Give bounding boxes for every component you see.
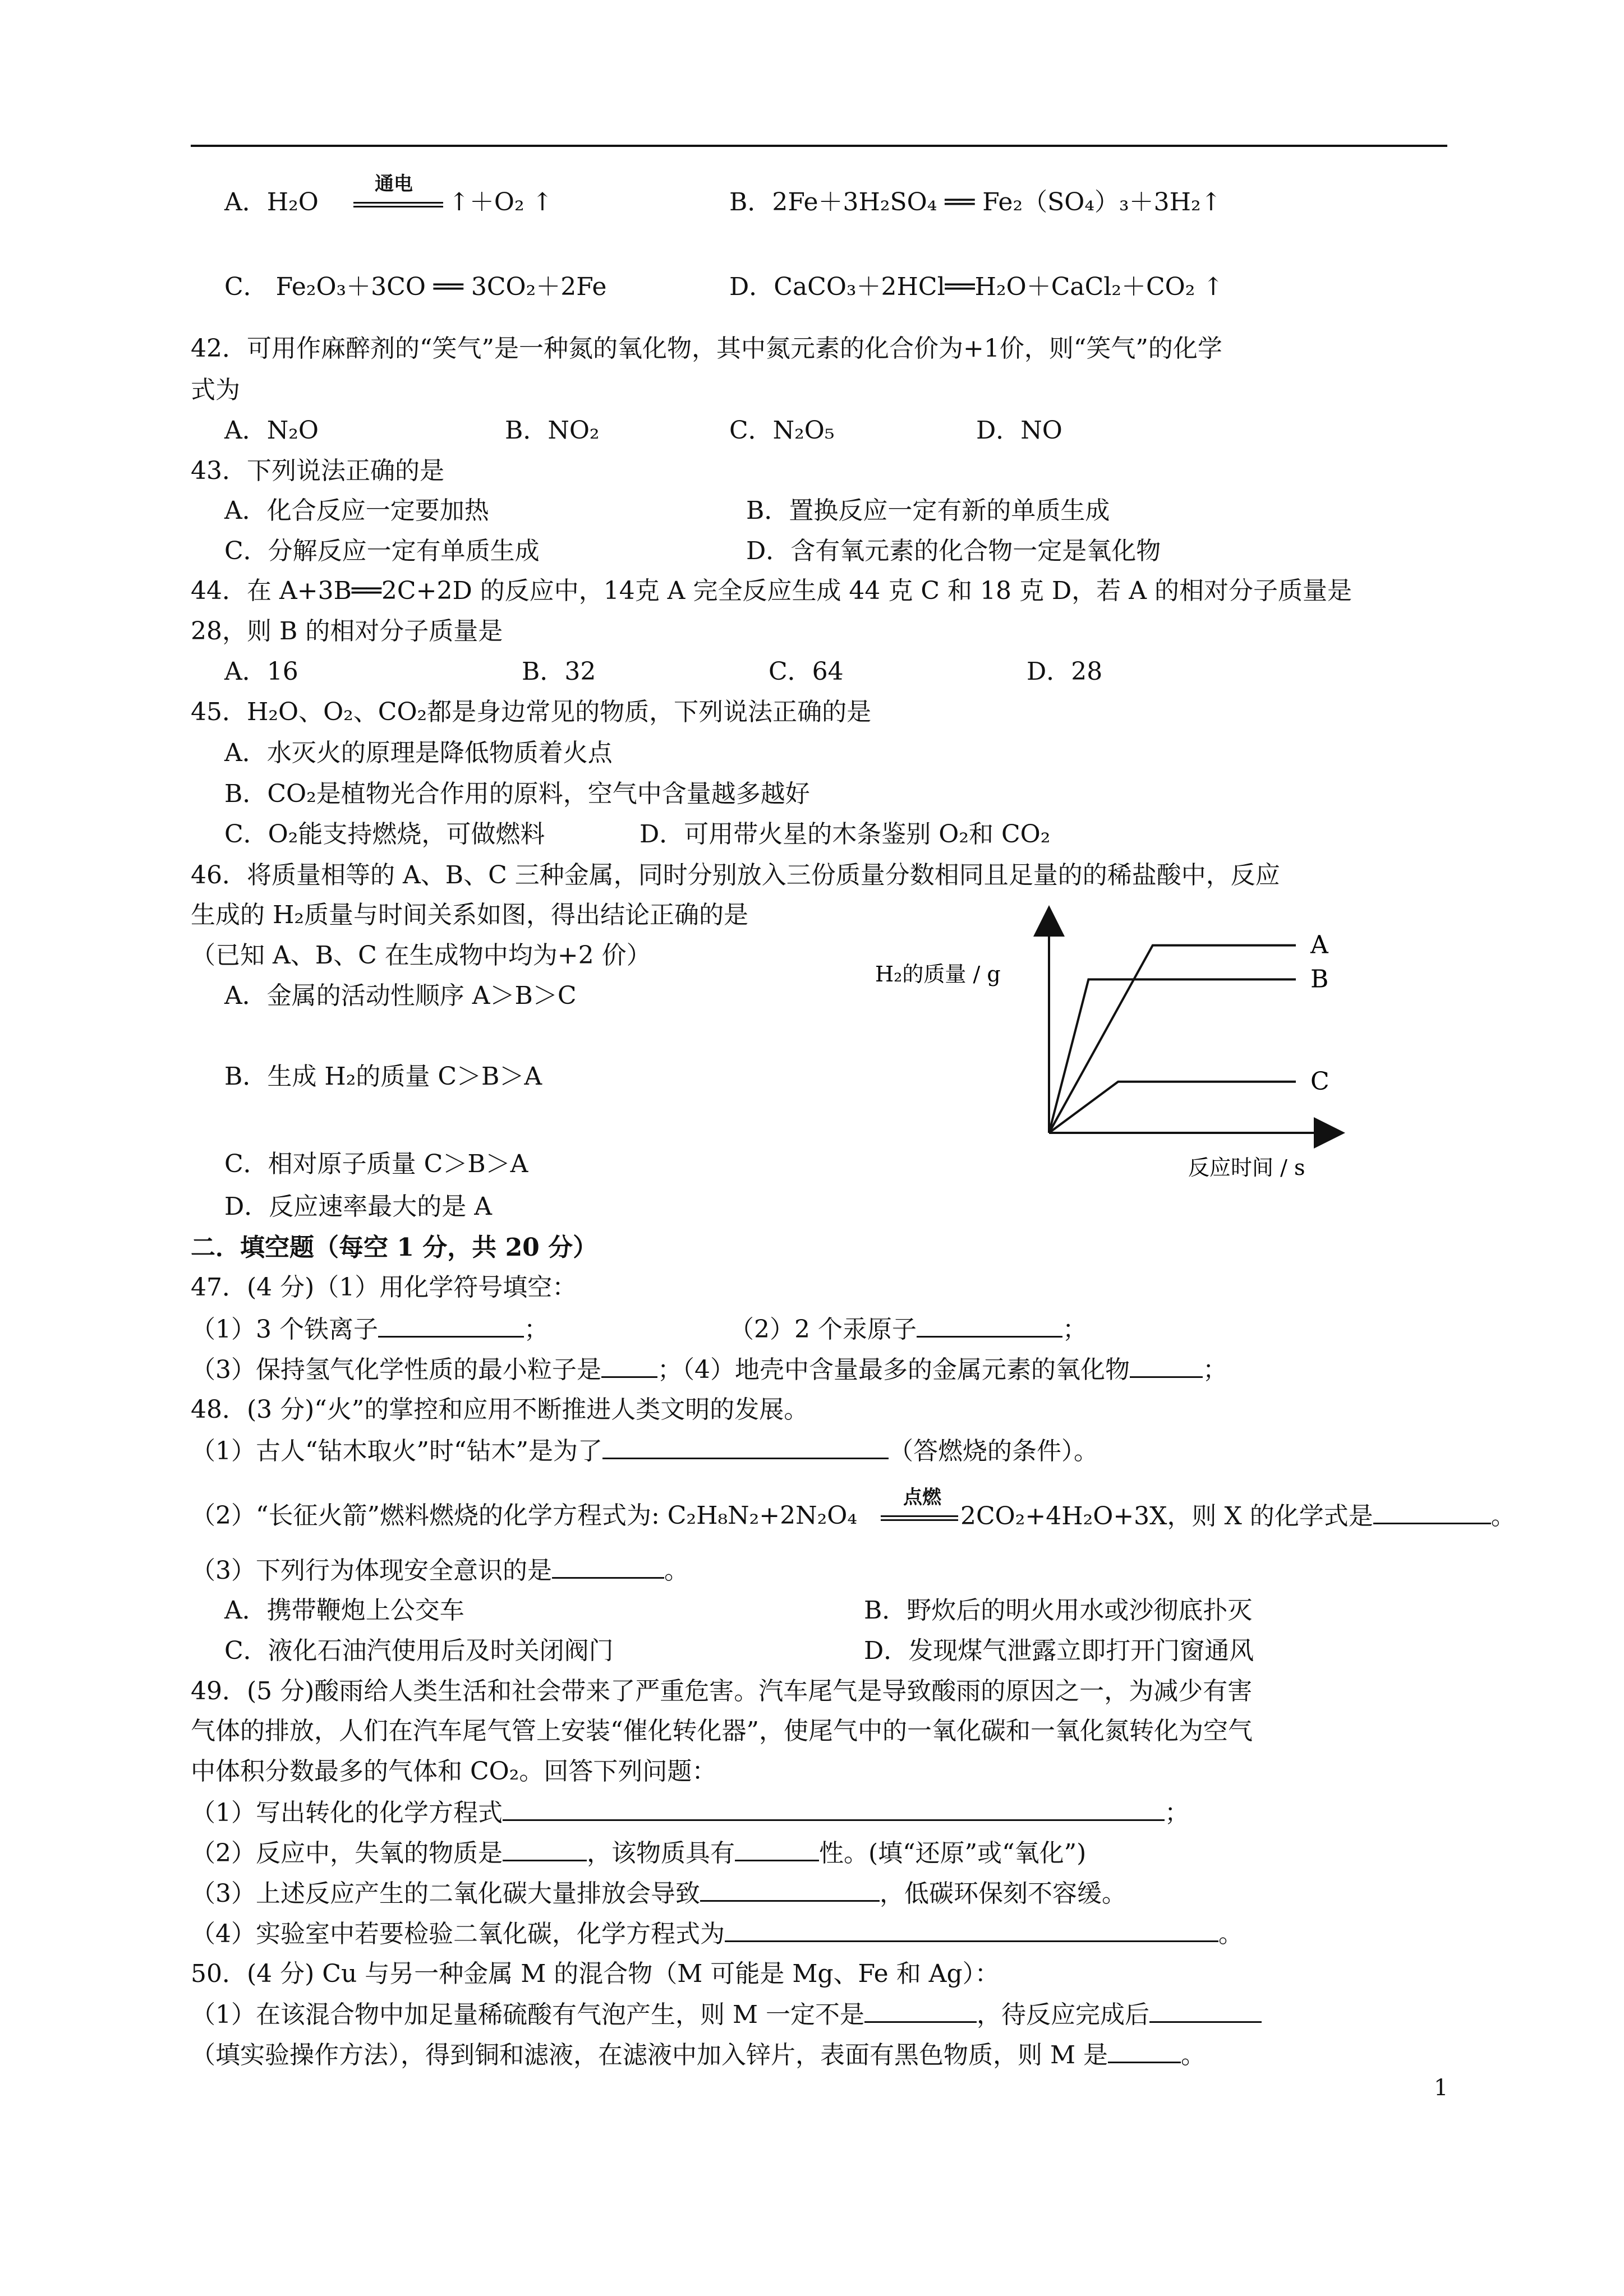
q46-stem-line2: 生成的 H₂质量与时间关系如图，得出结论正确的是 — [191, 901, 748, 929]
q41-a-condition: 通电 — [375, 173, 413, 195]
q47-answer-blank-1[interactable] — [378, 1313, 524, 1338]
q47-part1 — [191, 1313, 549, 1345]
header-rule — [191, 145, 1447, 147]
y-axis-label: H₂的质量 / g — [875, 962, 1001, 986]
q45-option-d: D．可用带火星的木条鉴别 O₂和 CO₂ — [640, 820, 1051, 849]
q45-stem: 45．H₂O、O₂、CO₂都是身边常见的物质，下列说法正确的是 — [191, 698, 872, 726]
q42-option-d: D．NO — [976, 416, 1062, 445]
q43-option-a: A．化合反应一定要加热 — [224, 496, 489, 525]
q47-answer-blank-4[interactable] — [1130, 1354, 1203, 1378]
q48-equation-condition: 点燃 — [903, 1486, 941, 1509]
q46-option-a: A．金属的活动性顺序 A＞B＞C — [224, 981, 577, 1010]
section-title-fill-in: 二．填空题（每空 1 分，共 20 分） — [191, 1233, 598, 1262]
q48-answer-blank-3[interactable] — [552, 1555, 664, 1579]
q49-answer-blank-1[interactable] — [503, 1797, 1165, 1821]
series-label-A: A — [1310, 930, 1328, 960]
q50-part1 — [191, 1999, 1262, 2031]
q48-part1 — [191, 1435, 1098, 1467]
q47-part3-label: （3）保持氢气化学性质的最小粒子是 — [191, 1356, 601, 1384]
q47-part2 — [729, 1313, 1087, 1345]
q44-option-c: C．64 — [769, 657, 844, 686]
q44-stem-line2: 28，则 B 的相对分子质量是 — [191, 617, 503, 646]
q49-part3-label: （3）上述反应产生的二氧化碳大量排放会导致 — [191, 1879, 700, 1908]
q43-option-b: B．置换反应一定有新的单质生成 — [746, 496, 1110, 525]
q50-part1-label: （1）在该混合物中加足量稀硫酸有气泡产生，则 M 一定不是 — [191, 2000, 865, 2029]
q47-answer-blank-2[interactable] — [917, 1313, 1062, 1338]
q49-stem-line2: 气体的排放，人们在汽车尾气管上安装“催化转化器”，使尾气中的一氧化碳和一氧化氮转化为空气 — [191, 1717, 1253, 1745]
q49-answer-blank-3[interactable] — [735, 1837, 819, 1861]
q48-part1-end: （答燃烧的条件）。 — [888, 1437, 1098, 1465]
q48-part2-label: 2CO₂+4H₂O+3X，则 X 的化学式是 — [960, 1502, 1373, 1530]
q47-part4-end: ； — [1203, 1356, 1227, 1384]
q44-option-d: D．28 — [1027, 657, 1103, 686]
q41-option-c: C． Fe₂O₃＋3CO ══ 3CO₂＋2Fe — [224, 273, 607, 301]
q47-answer-blank-3[interactable] — [601, 1354, 657, 1378]
series-label-C: C — [1310, 1067, 1329, 1096]
q50-part2-end: 。 — [1181, 2041, 1206, 2069]
q46-option-b: B．生成 H₂的质量 C＞B＞A — [224, 1062, 542, 1091]
q46-option-c: C．相对原子质量 C＞B＞A — [224, 1150, 528, 1178]
q46-chart — [864, 897, 1380, 1211]
q49-part1 — [191, 1797, 1189, 1829]
series-label-B: B — [1310, 965, 1329, 994]
q49-part2-label: （2）反应中，失氧的物质是 — [191, 1839, 503, 1868]
q49-answer-blank-2[interactable] — [503, 1837, 587, 1861]
q49-part4-end: 。 — [1218, 1920, 1243, 1948]
q49-part1-end: ； — [1165, 1799, 1189, 1827]
q48-option-b: B．野炊后的明火用水或沙彻底扑灭 — [864, 1596, 1253, 1625]
q49-part4-label: （4）实验室中若要检验二氧化碳，化学方程式为 — [191, 1920, 725, 1948]
q49-part3-end: ，低碳环保刻不容缓。 — [880, 1879, 1126, 1908]
q48-option-c: C．液化石油汽使用后及时关闭阀门 — [224, 1636, 614, 1665]
series-line-B — [1049, 979, 1296, 1133]
q45-option-b: B．CO₂是植物光合作用的原料，空气中含量越多越好 — [224, 780, 810, 808]
q48-part2-end: 。 — [1490, 1502, 1516, 1530]
q44-option-b: B．32 — [522, 657, 596, 686]
q42-stem-line2: 式为 — [191, 376, 240, 404]
q46-note: （已知 A、B、C 在生成物中均为+2 价） — [191, 941, 651, 970]
q48-equals-sign — [881, 1515, 958, 1521]
page-number: 1 — [1434, 2075, 1448, 2101]
q41-a-equals-sign — [353, 202, 443, 208]
q49-answer-blank-5[interactable] — [725, 1918, 1218, 1942]
q46-option-d: D．反应速率最大的是 A — [224, 1192, 493, 1221]
q49-part2-mid: ，该物质具有 — [587, 1839, 735, 1868]
q42-option-a: A．N₂O — [224, 416, 319, 445]
q49-stem-line1: 49．(5 分)酸雨给人类生活和社会带来了严重危害。汽车尾气是导致酸雨的原因之一，为减少有害 — [191, 1677, 1253, 1705]
q50-stem: 50．(4 分) Cu 与另一种金属 M 的混合物（M 可能是 Mg、Fe 和 Ag）： — [191, 1960, 1000, 1988]
q49-part4 — [191, 1918, 1243, 1950]
q46-stem-line1: 46．将质量相等的 A、B、C 三种金属，同时分别放入三份质量分数相同且足量的的稀盐酸中，反应 — [191, 861, 1280, 889]
q48-part2-equation: （2）“长征火箭”燃料燃烧的化学方程式为: C₂H₈N₂+2N₂O₄ — [191, 1501, 857, 1530]
q42-option-c: C．N₂O₅ — [729, 416, 835, 445]
q49-part2-end: 性。(填“还原”或“氧化”) — [819, 1839, 1087, 1868]
q50-answer-blank-3[interactable] — [1108, 2039, 1181, 2063]
q43-option-d: D．含有氧元素的化合物一定是氧化物 — [746, 537, 1161, 565]
series-line-C — [1049, 1082, 1296, 1133]
q48-part3-end: 。 — [664, 1556, 689, 1585]
x-axis-label: 反应时间 / s — [1188, 1155, 1305, 1180]
q45-option-c: C．O₂能支持燃烧，可做燃料 — [224, 820, 545, 849]
q49-part2 — [191, 1837, 1086, 1869]
q42-option-b: B．NO₂ — [505, 416, 600, 445]
q47-part2-label: （2）2 个汞原子 — [729, 1315, 917, 1344]
q48-part1-label: （1）古人“钻木取火”时“钻木”是为了 — [191, 1437, 602, 1465]
q47-part2-end: ； — [1062, 1315, 1087, 1344]
q41-option-a: A．H₂O — [224, 188, 319, 216]
q50-answer-blank-1[interactable] — [864, 1999, 977, 2023]
q49-part3 — [191, 1878, 1126, 1910]
q44-stem-line1: 44．在 A+3B══2C+2D 的反应中，14克 A 完全反应生成 44 克 C 和 18 克 D，若 A 的相对分子质量是 — [191, 577, 1352, 605]
q44-option-a: A．16 — [224, 657, 298, 686]
q47-part1-end: ； — [523, 1315, 549, 1344]
q48-answer-blank-1[interactable] — [602, 1435, 889, 1459]
q48-part3-label: （3）下列行为体现安全意识的是 — [191, 1556, 552, 1585]
q50-answer-blank-2[interactable] — [1149, 1999, 1262, 2023]
q50-part1-mid: ，待反应完成后 — [977, 2000, 1150, 2029]
q47-part3 — [191, 1354, 1227, 1386]
q43-option-c: C．分解反应一定有单质生成 — [224, 537, 540, 565]
q49-answer-blank-4[interactable] — [700, 1878, 880, 1902]
q41-option-a-rest: ↑＋O₂ ↑ — [449, 188, 553, 216]
q48-option-a: A．携带鞭炮上公交车 — [224, 1596, 464, 1625]
q49-stem-line3: 中体积分数最多的气体和 CO₂。回答下列问题： — [191, 1757, 717, 1786]
q47-part4-label: ；（4）地壳中含量最多的金属元素的氧化物 — [657, 1356, 1130, 1384]
q41-option-d: D．CaCO₃＋2HCl══H₂O＋CaCl₂＋CO₂ ↑ — [729, 273, 1224, 301]
q48-stem: 48．(3 分)“火”的掌控和应用不断推进人类文明的发展。 — [191, 1395, 809, 1424]
q48-part2 — [960, 1500, 1516, 1532]
q49-part1-label: （1）写出转化的化学方程式 — [191, 1799, 503, 1827]
q47-part1-label: （1）3 个铁离子 — [191, 1315, 378, 1344]
q43-stem: 43．下列说法正确的是 — [191, 457, 444, 485]
q50-part2 — [191, 2039, 1206, 2071]
q42-stem-line1: 42．可用作麻醉剂的“笑气”是一种氮的氧化物，其中氮元素的化合价为+1价，则“笑气”的化学 — [191, 334, 1222, 363]
q50-part2-label: （填实验操作方法），得到铜和滤液，在滤液中加入锌片，表面有黑色物质，则 M 是 — [191, 2041, 1108, 2069]
q48-part3 — [191, 1555, 689, 1587]
q41-option-b: B．2Fe＋3H₂SO₄ ══ Fe₂（SO₄）₃＋3H₂↑ — [729, 188, 1222, 216]
q48-answer-blank-2[interactable] — [1373, 1500, 1491, 1524]
q48-option-d: D．发现煤气泄露立即打开门窗通风 — [864, 1636, 1254, 1665]
q45-option-a: A．水灭火的原理是降低物质着火点 — [224, 739, 613, 767]
q47-stem: 47．(4 分)（1）用化学符号填空： — [191, 1273, 577, 1302]
